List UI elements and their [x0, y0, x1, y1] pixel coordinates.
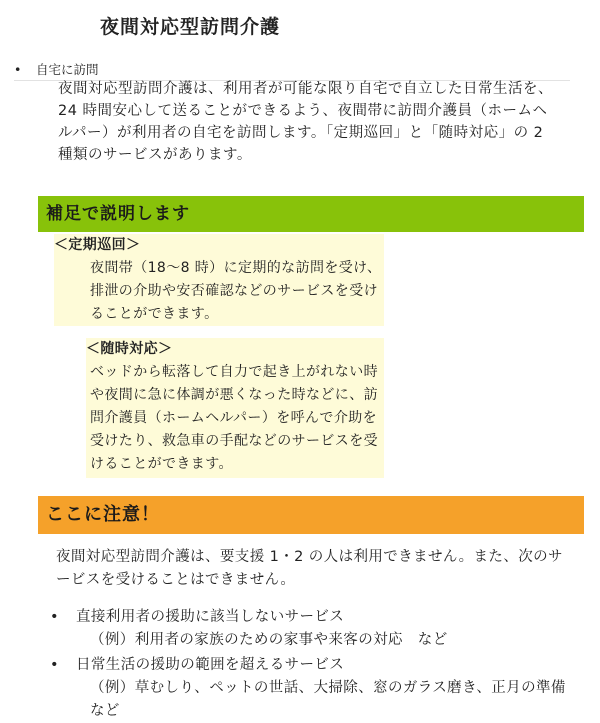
- note-body: ベッドから転落して自力で起き上がれない時や夜間に急に体調が悪くなった時などに、訪問介護員（ホームヘルパー）を呼んで介助を受けたり、救急車の手配などのサービスを受けることができます。: [90, 364, 378, 472]
- note-teiki-junkai: [54, 234, 384, 326]
- note-zuiji-taiou: [86, 338, 384, 478]
- list-item: [0, 606, 576, 652]
- caution-paragraph: 夜間対応型訪問介護は、要支援 1・2 の人は利用できません。また、次のサービスを受けることはできません。: [56, 549, 563, 588]
- category-label: 自宅に訪問: [36, 62, 99, 77]
- intro-paragraph: 夜間対応型訪問介護は、利用者が可能な限り自宅で自立した日常生活を、24 時間安心して送ることができるよう、夜間帯に訪問介護員（ホームヘルパー）が利用者の自宅を訪問します。「定期巡回」と「随時対応」の 2 種類のサービスがあります。: [58, 81, 553, 163]
- note-heading: ＜随時対応＞: [86, 341, 173, 357]
- note-heading: ＜定期巡回＞: [54, 237, 141, 253]
- list-item-example: （例）草むしり、ペットの世話、大掃除、窓のガラス磨き、正月の準備 など: [90, 680, 581, 719]
- caution-heading: ここに注意！: [38, 496, 584, 534]
- bullet-icon: •: [50, 609, 59, 625]
- list-item-label: 直接利用者の援助に該当しないサービス: [76, 609, 345, 625]
- list-item: [0, 654, 581, 723]
- page-title: 夜間対応型訪問介護: [100, 16, 281, 38]
- bullet-icon: •: [50, 657, 59, 673]
- bullet-icon: •: [14, 62, 22, 77]
- list-item-example: （例）利用者の家族のための家事や来客の対応 など: [90, 632, 448, 648]
- note-body: 夜間帯（18〜8 時）に定期的な訪問を受け、排泄の介助や安否確認などのサービスを受けることができます。: [90, 260, 382, 322]
- supplement-heading: 補足で説明します: [38, 196, 584, 232]
- list-item-label: 日常生活の援助の範囲を超えるサービス: [76, 657, 345, 673]
- excluded-services-list: [0, 606, 600, 723]
